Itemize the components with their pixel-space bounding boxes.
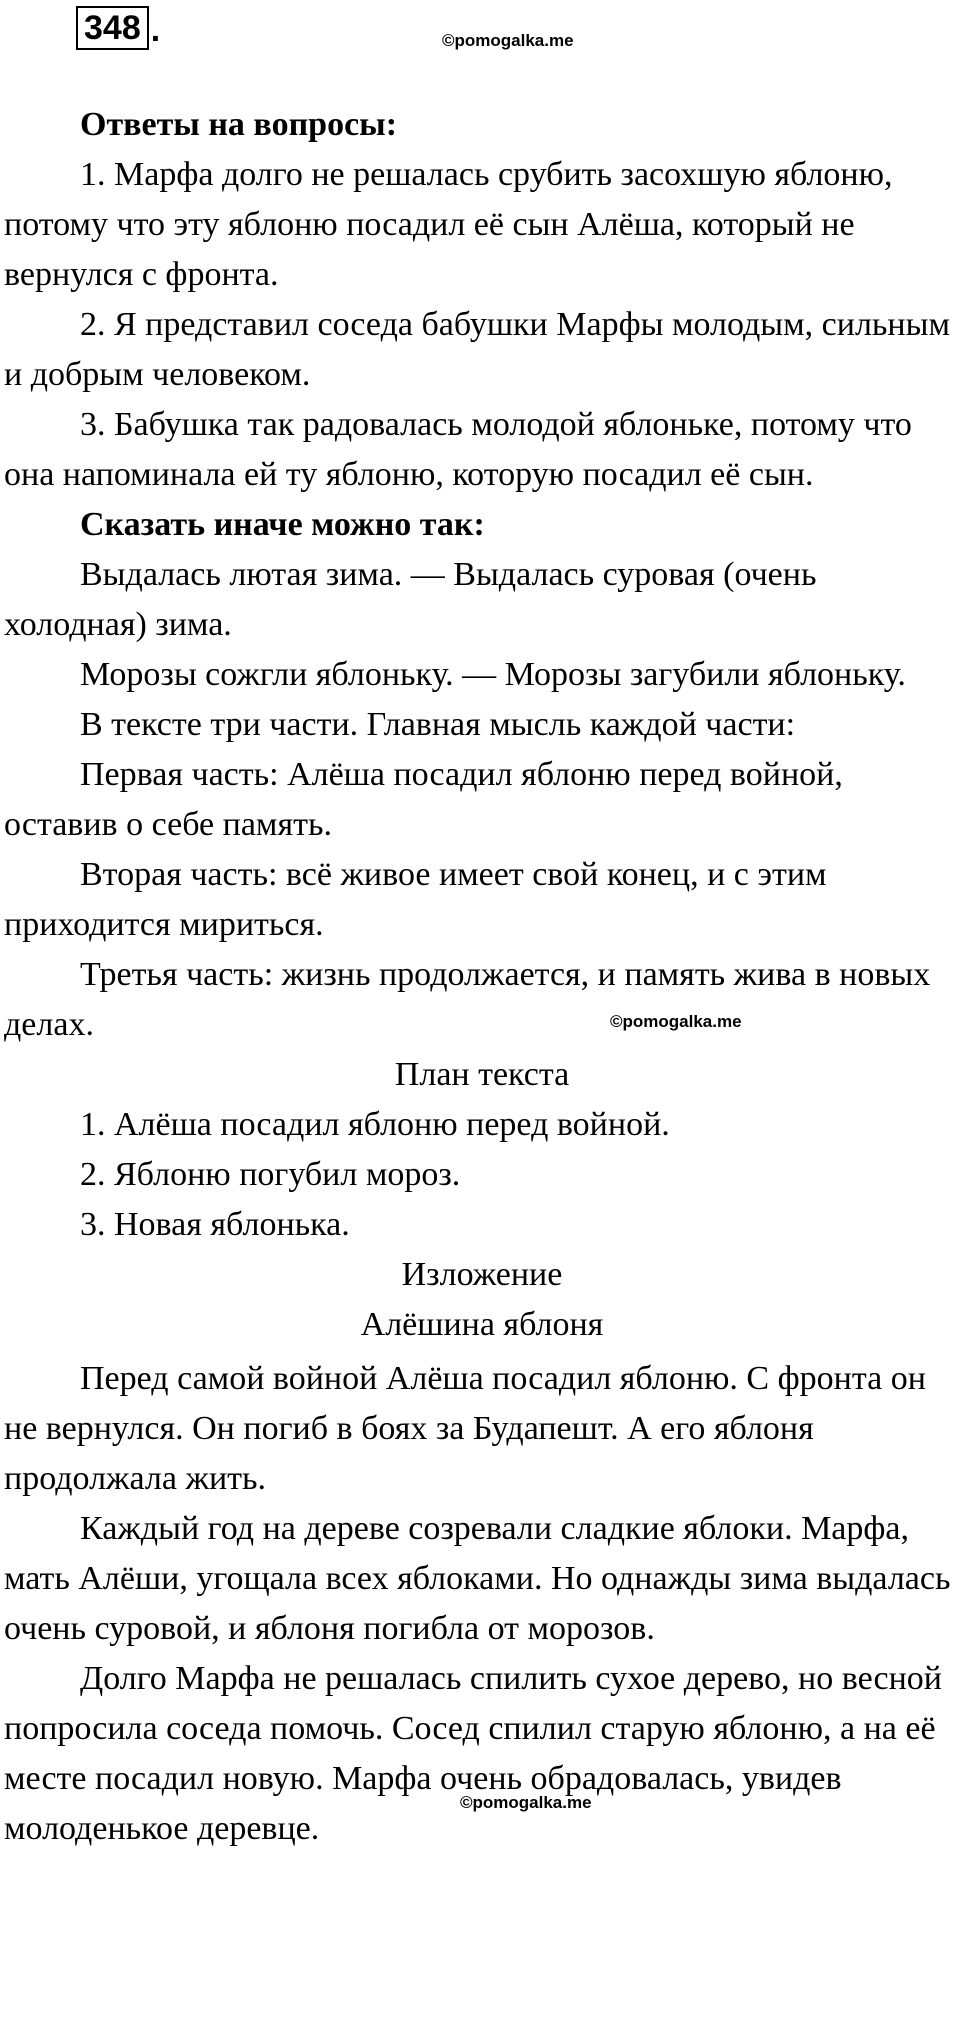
plan-item: 1. Алёша посадил яблоню перед войной. <box>80 1106 670 1143</box>
answers-heading: Ответы на вопросы: <box>80 106 398 143</box>
watermark: ©pomogalka.me <box>442 31 574 50</box>
part-paragraph: Вторая часть: всё живое имеет свой конец, и с этим приходится мириться. <box>4 856 827 943</box>
task-number-dot: . <box>150 11 161 49</box>
essay-label: Изложение <box>401 1256 563 1293</box>
otherwise-paragraph: Морозы сожгли яблоньку. — Морозы загубили яблоньку. <box>80 656 906 693</box>
watermark: ©pomogalka.me <box>460 1793 592 1812</box>
essay-paragraph: Перед самой войной Алёша посадил яблоню. С фронта он не вернулся. Он погиб в боях за Будапешт. А его яблоня продолжала жить. <box>4 1360 926 1497</box>
task-number <box>76 4 160 50</box>
plan-item: 3. Новая яблонька. <box>80 1206 350 1243</box>
plan-title: План текста <box>394 1056 570 1093</box>
essay-title: Алёшина яблоня <box>360 1306 604 1343</box>
plan-item: 2. Яблоню погубил мороз. <box>80 1156 461 1193</box>
part-paragraph: Третья часть: жизнь продолжается, и память жива в новых делах. <box>4 956 931 1043</box>
answer-paragraph: 3. Бабушка так радовалась молодой яблоньке, потому что она напоминала ей ту яблоню, которую посадил её сын. <box>4 406 912 493</box>
task-number-box: 348 <box>76 6 149 50</box>
essay-paragraph: Долго Марфа не решалась спилить сухое дерево, но весной попросила соседа помочь. Сосед спилил старую яблоню, а на её месте посадил новую. Марфа очень обрадовалась, увидев молоденькое деревце. <box>4 1660 942 1847</box>
parts-intro: В тексте три части. Главная мысль каждой части: <box>80 706 796 743</box>
watermark: ©pomogalka.me <box>610 1012 742 1031</box>
essay-paragraph: Каждый год на дереве созревали сладкие яблоки. Марфа, мать Алёши, угощала всех яблоками. Но однажды зима выдалась очень суровой, и яблоня погибла от морозов. <box>4 1510 951 1647</box>
part-paragraph: Первая часть: Алёша посадил яблоню перед войной, оставив о себе память. <box>4 756 843 843</box>
document-body <box>4 100 960 1854</box>
otherwise-heading: Сказать иначе можно так: <box>80 506 485 543</box>
answer-paragraph: 2. Я представил соседа бабушки Марфы молодым, сильным и добрым человеком. <box>4 306 950 393</box>
otherwise-paragraph: Выдалась лютая зима. — Выдалась суровая (очень холодная) зима. <box>4 556 817 643</box>
answer-paragraph: 1. Марфа долго не решалась срубить засохшую яблоню, потому что эту яблоню посадил её сын Алёша, который не вернулся с фронта. <box>4 156 893 293</box>
